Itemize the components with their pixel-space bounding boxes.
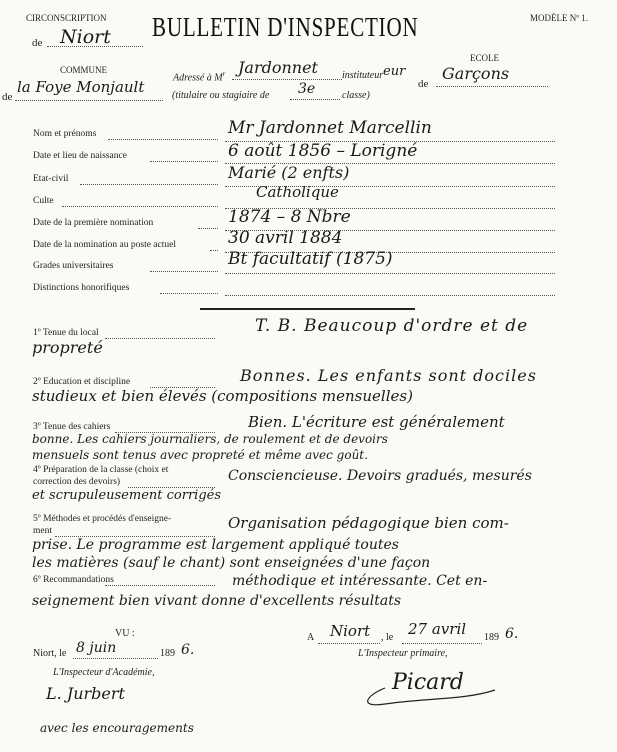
circonscription-value: Niort (60, 26, 111, 48)
section-label: 5º Méthodes et procédés d'enseigne- (33, 514, 172, 524)
dotted-leader (160, 293, 218, 294)
instituteur-suffix: eur (383, 64, 406, 79)
section-label: 1º Tenue du local (33, 328, 99, 338)
vu-date: 8 juin (76, 640, 117, 656)
field-label: Etat-civil (33, 174, 69, 184)
inspecteur-primaire-label: L'Inspecteur primaire, (358, 648, 448, 659)
section-label: 4º Préparation de la classe (choix et (33, 465, 169, 475)
signature-flourish (345, 660, 505, 710)
field-label: Culte (33, 196, 54, 206)
field-label: Date et lieu de naissance (33, 151, 127, 161)
dotted-leader (210, 250, 218, 251)
answer-line (225, 273, 555, 274)
section-text: et scrupuleusement corrigés (32, 488, 222, 503)
section-text: bonne. Les cahiers journaliers, de roulement et de devoirs (32, 432, 388, 446)
primaire-signature: Picard (392, 670, 464, 695)
circonscription-de: de (32, 37, 43, 49)
section-label: 6º Recommandations (33, 575, 114, 585)
ecole-label: ECOLE (470, 53, 499, 63)
academie-signature: L. Jurbert (46, 684, 125, 703)
field-label: Nom et prénoms (33, 129, 97, 139)
academie-note: avec les encouragements (40, 721, 194, 735)
ecole-de: de (418, 78, 429, 90)
ecole-dotted-line (436, 86, 548, 87)
niort-le-label: Niort, le (33, 648, 67, 659)
le-label: , le (381, 632, 394, 643)
field-value-grades: Bt facultatif (1875) (228, 249, 393, 269)
section-text: Organisation pédagogique bien com- (228, 514, 509, 532)
section-text: Consciencieuse. Devoirs gradués, mesurés (228, 468, 532, 484)
classe-value: 3e (298, 81, 316, 97)
inspecteur-academie-label: L'Inspecteur d'Académie, (53, 667, 155, 678)
titulaire-line: (titulaire ou stagiaire de (172, 90, 270, 101)
answer-line (225, 295, 555, 296)
dotted-leader (62, 206, 218, 207)
a-label: A (307, 632, 315, 643)
ecole-value: Garçons (442, 64, 510, 83)
dotted-leader (150, 161, 218, 162)
section-text: propreté (32, 338, 103, 357)
adresse-value: Jardonnet (238, 58, 318, 77)
sign-date-line (402, 643, 482, 644)
sign-date: 27 avril (408, 620, 467, 638)
sign-place: Niort (330, 622, 371, 640)
sign-year: 6. (505, 626, 519, 642)
section-text: les matières (sauf le chant) sont enseignées d'une façon (32, 555, 431, 571)
field-label: Date de la nomination au poste actuel (33, 240, 176, 250)
section-label-continued: ment (33, 526, 52, 536)
dotted-leader (105, 338, 215, 339)
place-line (318, 643, 380, 644)
field-value-premiere-nomination: 1874 – 8 Nbre (228, 207, 351, 227)
vu-year: 6. (181, 642, 195, 658)
classe-dotted-line (290, 99, 340, 100)
model-number: MODÈLE Nº 1. (530, 13, 589, 23)
commune-label: COMMUNE (60, 65, 108, 75)
vu-label: VU : (115, 628, 135, 639)
field-value-poste-actuel: 30 avril 1884 (228, 228, 343, 248)
sign-year-prefix: 189 (484, 632, 499, 643)
section-text: Bien. L'écriture est généralement (248, 413, 505, 431)
circonscription-dotted-line (47, 46, 143, 47)
field-value-nom: Mr Jardonnet Marcellin (228, 118, 432, 138)
field-value-naissance: 6 août 1856 – Lorigné (228, 141, 418, 161)
field-value-etat-civil: Marié (2 enfts) (228, 163, 350, 182)
dotted-leader (105, 585, 215, 586)
adresse-dotted-line (232, 79, 342, 80)
section-divider (200, 308, 415, 310)
vu-date-line (73, 658, 158, 659)
section-text: studieux et bien élevés (compositions mensuelles) (32, 387, 413, 405)
document-title: BULLETIN D'INSPECTION (152, 12, 419, 42)
field-label: Grades universitaires (33, 261, 114, 271)
section-text: méthodique et intéressante. Cet en- (232, 573, 488, 589)
section-text: seignement bien vivant donne d'excellents résultats (32, 593, 402, 609)
dotted-leader (108, 139, 218, 140)
adresse-label: Adressé à $M^r$ (173, 70, 226, 84)
commune-de: de (2, 91, 13, 103)
section-text: T. B. Beaucoup d'ordre et de (255, 316, 529, 336)
field-value-culte: Catholique (256, 183, 339, 201)
field-label: Date de la première nomination (33, 218, 154, 228)
commune-value: la Foye Monjault (17, 78, 145, 96)
dotted-leader (150, 271, 218, 272)
section-text: mensuels sont tenus avec propreté et même avec goût. (32, 448, 368, 462)
section-text: Bonnes. Les enfants sont dociles (240, 366, 537, 385)
section-label: 2º Education et discipline (33, 377, 131, 387)
section-label-continued: correction des devoirs) (33, 477, 121, 487)
commune-dotted-line (15, 100, 163, 101)
classe-label: classe) (342, 90, 370, 101)
vu-year-prefix: 189 (160, 648, 175, 659)
dotted-leader (80, 184, 218, 185)
section-text: prise. Le programme est largement appliqué toutes (32, 537, 399, 553)
section-label: 3º Tenue des cahiers (33, 422, 111, 432)
circonscription-label: CIRCONSCRIPTION (26, 13, 107, 23)
field-label: Distinctions honorifiques (33, 283, 130, 293)
dotted-leader (198, 228, 218, 229)
instituteur-label: instituteur (342, 70, 384, 81)
